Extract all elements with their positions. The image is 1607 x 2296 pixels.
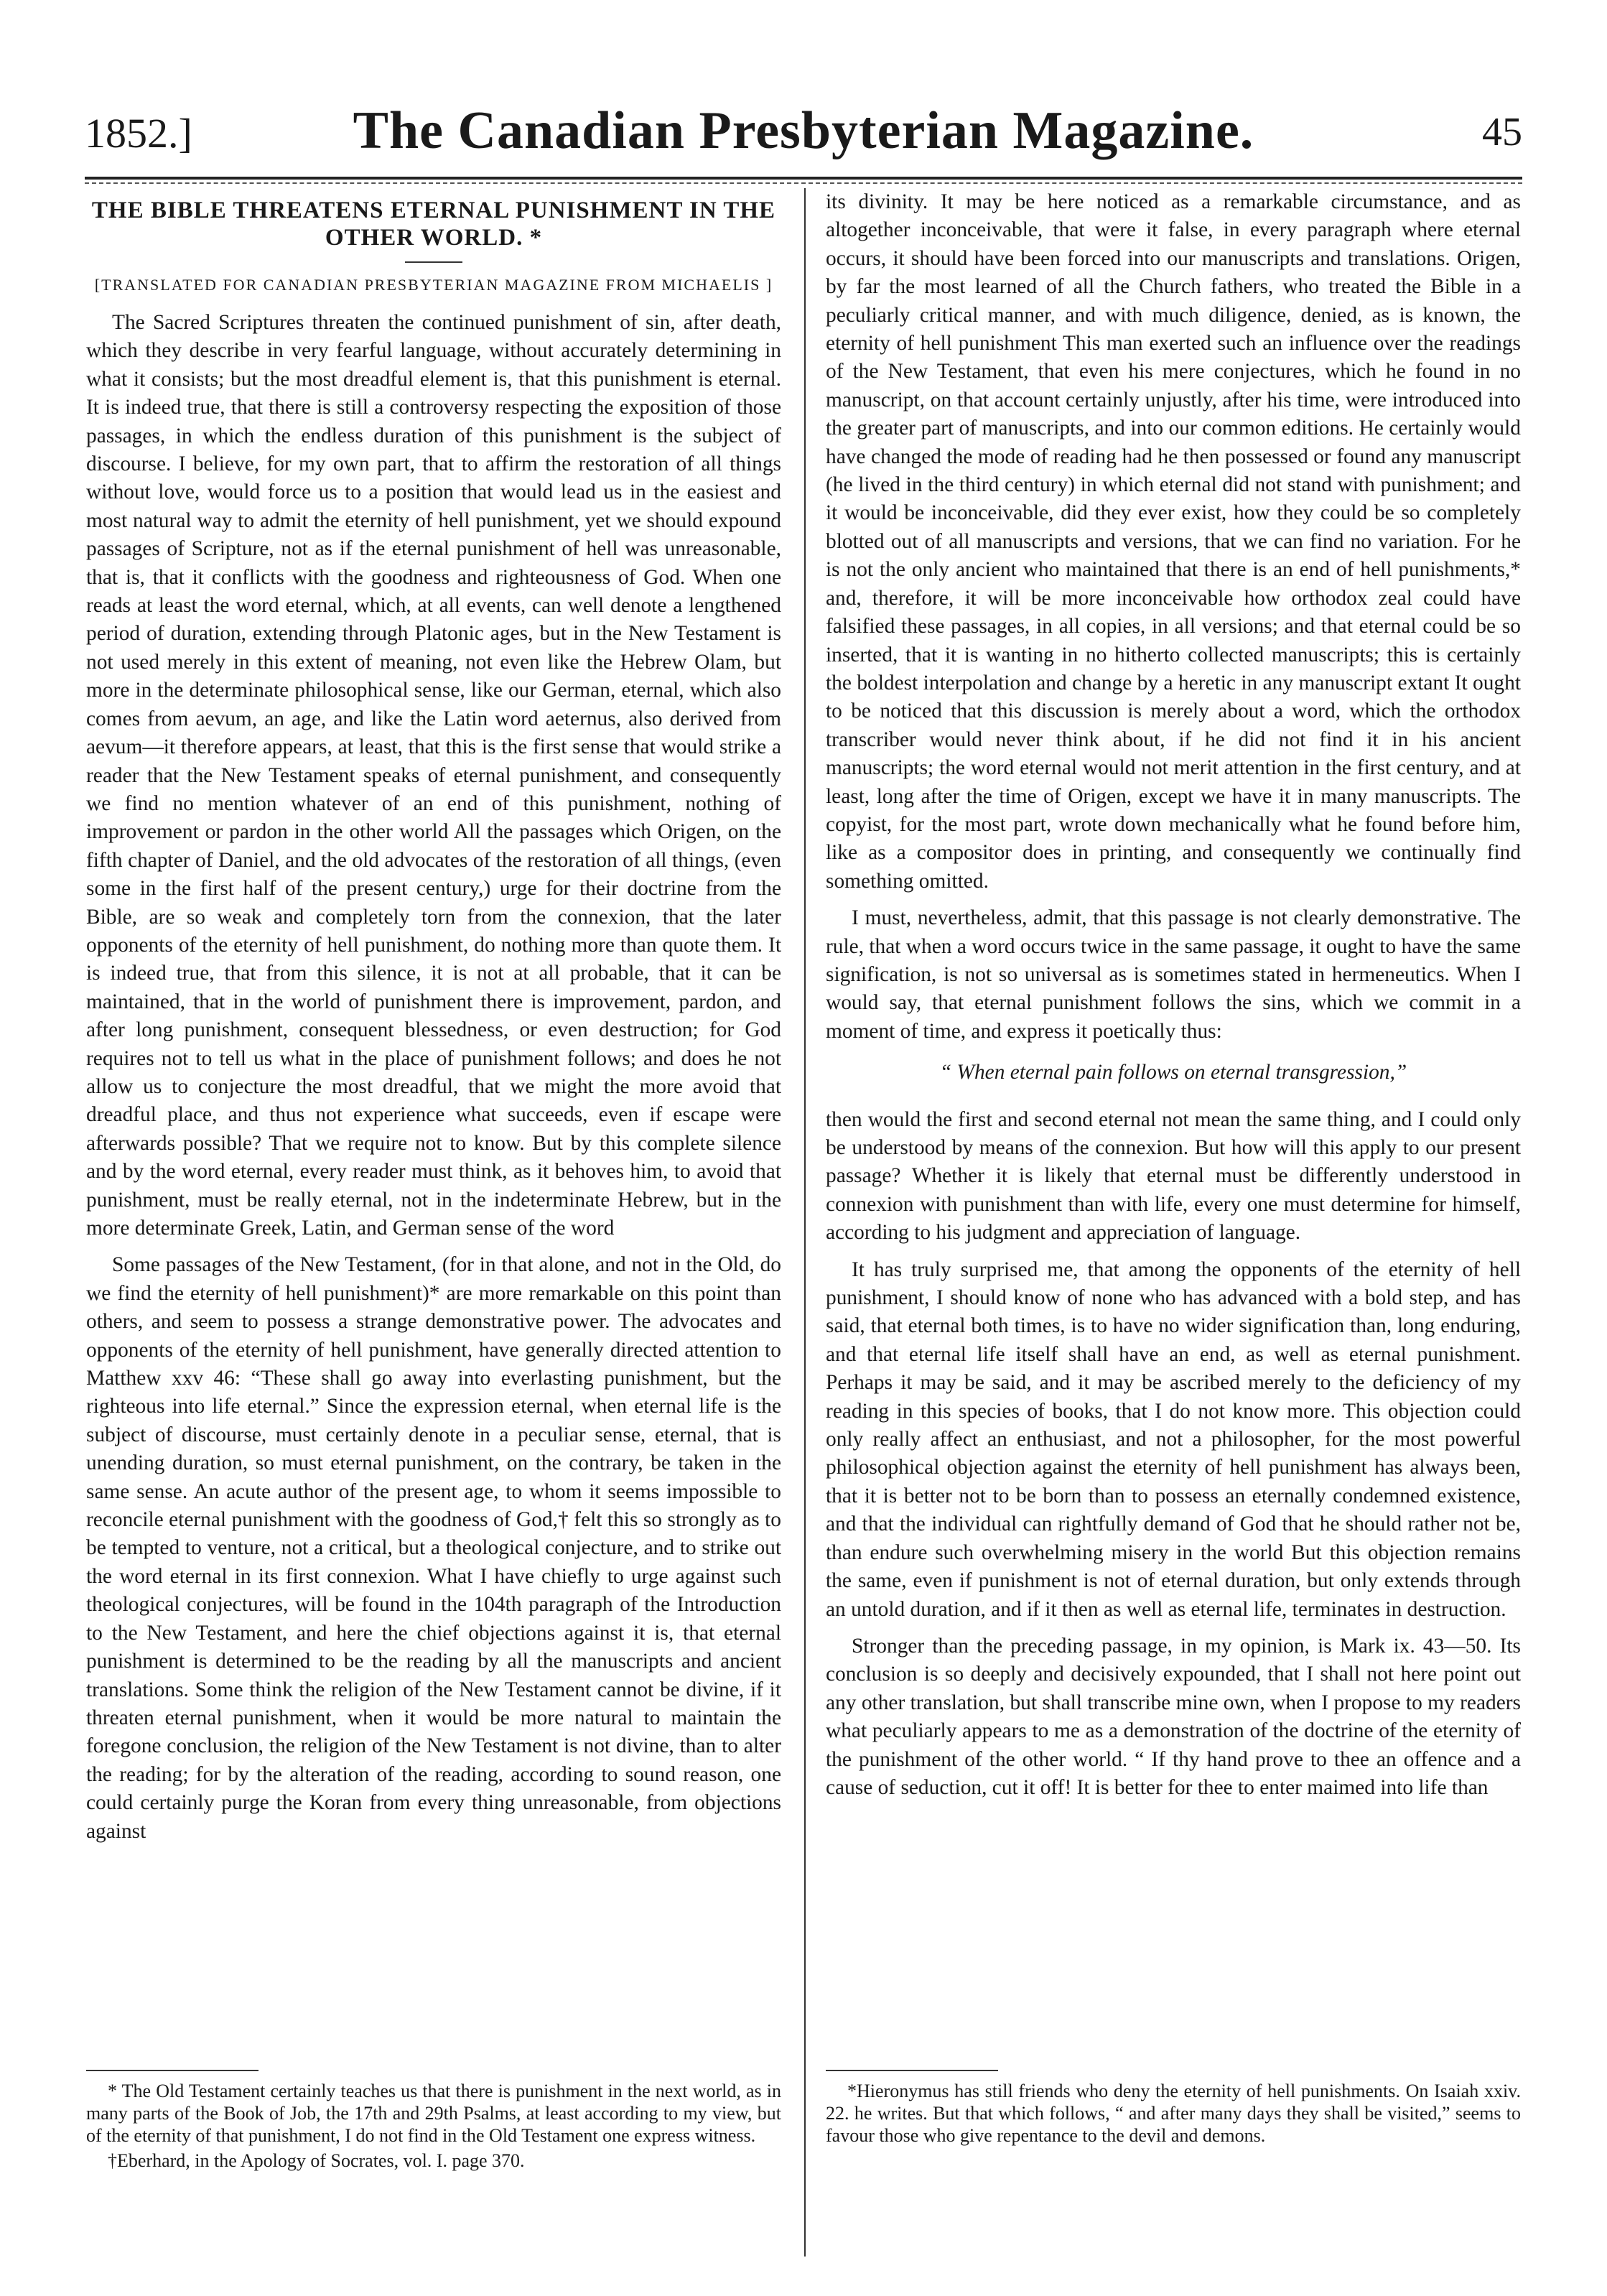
- paragraph: It has truly surprised me, that among the opponents of the eternity of hell punishment, I should know of none who has advanced with a bold step, and has said, that eternal both times, is to have no wider signification than, long enduring, and that eternal life itself shall have an end, as well as eternal punishment. Perhaps it may be said, and it may be ascribed merely to the deficiency of my reading in this species of books, that I do not know more. This objection could only really affect an enthusiast, and not a philosopher, for the most powerful philosophical objection against the eternity of hell punishment has always been, that it is better not to be born than to possess an eternally condemned existence, and that the individual can rightfully demand of God that he should rather not be, than endure such overwhelming misery in the world But this objection remains the same, even if punishment is not of eternal duration, but only extends through an untold duration, and if it then as well as eternal life, terminates in destruction.: [826, 1258, 1521, 1621]
- header-year: 1852.]: [85, 110, 192, 157]
- paragraph: Stronger than the preceding passage, in my opinion, is Mark ix. 43—50. Its conclusion is so deeply and decisively expounded, that I shall not here point out any other translation, but shall transcribe mine own, when I propose to my readers what peculiarly appears to me as a demonstration of the doctrine of the eternity of the punishment of the other world. “ If thy hand prove to thee an offence and a cause of seduction, cut it off! It is better for thee to enter maimed into life than: [826, 1634, 1521, 1799]
- left-footnotes: [86, 2080, 781, 2274]
- article-title: THE BIBLE THREATENS ETERNAL PUNISHMENT IN THE OTHER WORLD. *: [91, 197, 776, 251]
- header-page-number: 45: [1482, 110, 1522, 154]
- paragraph: then would the first and second eternal not mean the same thing, and I could only be understood by means of the connexion. But how will this apply to our present passage? Whether it is likely that eternal must be differently understood in connexion with punishment than with life, every one must determine for himself, according to his judgment and appreciation of language.: [826, 1107, 1521, 1245]
- paragraph: its divinity. It may be here noticed as a remarkable circumstance, and as altogether inconceivable, that were it false, in every paragraph where eternal occurs, it should have been forced into our manuscripts and translations. Origen, by far the most learned of all the Church fathers, who treated the Bible in a peculiarly critical manner, and with much diligence, denied, as is known, the eternity of hell punishment This man exerted such an influence over the readings of the New Testament, that even his mere conjectures, which he found in no manuscript, on that account certainly unjustly, after his time, were introduced into the greater part of manuscripts, and into our common editions. He certainly would have changed the mode of reading had he then possessed or found any manuscript (he lived in the third century) in which eternal did not stand with punishment; and it would be inconceivable, did they ever exist, how they could be so completely blotted out of all manuscripts and versions, that we can find no variation. For he is not the only ancient who maintained that there is an end of hell punishments,* and, therefore, it will be more inconceivable how orthodox zeal could have falsified these passages, in all copies, in all versions; and that eternal could be so inserted, that it is wanting in no hitherto collected manuscripts; this is certainly the boldest interpolation and change by a heretic in any manuscript extant It ought to be noticed that this discussion is merely about a word, which the orthodox transcriber would never think about, if he did not find it in his ancient manuscripts; the word eternal would not merit attention in the first century, and at least, long after the time of Origen, except we have it in many manuscripts. The copyist, for the most part, wrote down mechanically what he found before him, like as a compositor does in printing, and consequently we continually find something omitted.: [826, 190, 1521, 893]
- paragraph: I must, nevertheless, admit, that this passage is not clearly demonstrative. The rule, that when a word occurs twice in the same passage, it ought to have the same signification, is not so universal as is sometimes stated in hermeneutics. When I would say, that eternal punishment follows the sins, which we commit in a moment of time, and express it poetically thus:: [826, 906, 1521, 1043]
- right-column: [826, 188, 1521, 2055]
- header-rule: [85, 177, 1522, 180]
- verse-quote: “ When eternal pain follows on eternal transgression,”: [939, 1061, 1407, 1084]
- header-title: The Canadian Presbyterian Magazine.: [353, 101, 1254, 160]
- title-divider: [405, 261, 462, 263]
- running-header: [85, 101, 1522, 172]
- translation-note: [TRANSLATED FOR CANADIAN PRESBYTERIAN MAGAZINE FROM MICHAELIS ]: [94, 276, 773, 294]
- header-rule-dashed: [85, 182, 1522, 184]
- paragraph: The Sacred Scriptures threaten the continued punishment of sin, after death, which they describe in very fearful language, without accurately determining in what it consists; but the most dreadful element is, that this punishment is eternal. It is indeed true, that there is still a controversy respecting the exposition of those passages, in which the endless duration of this punishment is the subject of discourse. I believe, for my own part, that to affirm the restoration of all things without love, would force us to a position that would lead us in the easiest and most natural way to admit the eternity of hell punishment, yet we should expound passages of Scripture, not as if the eternal punishment of hell was unreasonable, that is, that it conflicts with the goodness and righteousness of God. When one reads at least the word eternal, which, at all events, can well denote a lengthened period of duration, extending through Platonic ages, but in the New Testament is not used merely in this extent of meaning, not even like the Hebrew Olam, but more in the determinate philosophical sense, like our German, eternal, which also comes from aevum, an age, and like the Latin word aeternus, also derived from aevum—it therefore appears, at least, that this is the first sense that would strike a reader that the New Testament speaks of eternal punishment, and consequently we find no mention whatever of an end of this punishment, nothing of improvement or pardon in the other world All the passages which Origen, on the fifth chapter of Daniel, and the old advocates of the restoration of all things, (even some in the first half of the present century,) urge for their doctrine from the Bible, are so weak and completely torn from the connexion, that the later opponents of the eternity of hell punishment, do nothing more than quote them. It is indeed true, that from this silence, it is not at all probable, that it can be maintained, that in the world of punishment there is improvement, pardon, and after long punishment, consequent blessedness, or even destruction; for God requires not to tell us what in the place of punishment follows; and does he not allow us to conjecture the most dreadful, that we might the more avoid that dreadful place, and thus not experience what succeeds, even if escape were afterwards possible? That we require not to know. But by this complete silence and by the word eternal, every reader must think, as it behoves him, to avoid that punishment, must be really eternal, not in the indeterminate Hebrew, but in the more determinate Greek, Latin, and German sense of the word: [86, 311, 781, 1240]
- paragraph: Some passages of the New Testament, (for in that alone, and not in the Old, do we find the eternity of hell punishment)* are more remarkable on this point than others, and seem to possess a strange demonstrative power. The advocates and opponents of the eternity of hell punishment, have generally directed attention to Matthew xxv 46: “These shall go away into everlasting punishment, but the righteous into life eternal.” Since the expression eternal, when eternal life is the subject of discourse, must certainly denote in a peculiar sense, eternal, that is unending duration, so must eternal punishment, on the contrary, be taken in the same sense. An acute author of the present age, to whom it seems impossible to reconcile eternal punishment with the goodness of God,† felt this so strongly as to be tempted to venture, not a critical, but a theological conjecture, and to strike out the word eternal in its first connexion. What I have chiefly to urge against such theological conjectures, will be found in the 104th paragraph of the Introduction to the New Testament, and here the chief objections against it is, that eternal punishment is determined to be the reading by all the manuscripts and ancient translations. Some think the religion of the New Testament cannot be divine, if it threaten eternal punishment, when it would be more natural to maintain the foregone conclusion, the religion of the New Testament is not divine, than to alter the reading; for by the alteration of the reading, according to sound reason, one could certainly purge the Koran from every thing unreasonable, from objections against: [86, 1253, 781, 1843]
- left-column: [86, 188, 781, 2055]
- footnote: *Hieronymus has still friends who deny the eternity of hell punishments. On Isaiah xxiv. 22. he writes. But that which follows, “ and after many days they shall be visited,” seems to favour those who give repentance to the devil and demons.: [826, 2081, 1521, 2146]
- footnote-rule: [826, 2070, 998, 2071]
- column-divider: [804, 188, 806, 2257]
- footnote: * The Old Testament certainly teaches us that there is punishment in the next world, as in many parts of the Book of Job, the 17th and 29th Psalms, at least according to my view, but of the eternity of that punishment, I do not find in the Old Testament one express witness.: [86, 2081, 781, 2146]
- footnote-rule: [86, 2070, 258, 2071]
- right-footnotes: [826, 2080, 1521, 2274]
- footnote: †Eberhard, in the Apology of Socrates, vol. I. page 370.: [108, 2150, 525, 2171]
